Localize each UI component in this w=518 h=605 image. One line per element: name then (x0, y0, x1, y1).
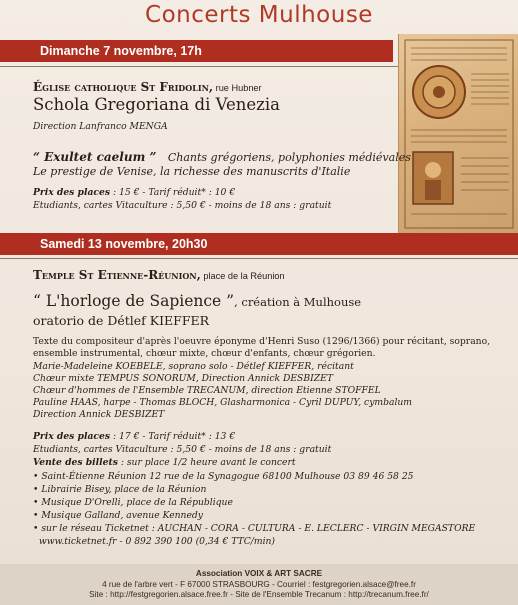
event1-venue: Église catholique St Fridolin, (33, 80, 214, 94)
event2-performer: Pauline HAAS, harpe - Thomas BLOCH, Glasharmonica - Cyril DUPUY, cymbalum (33, 397, 413, 408)
event2-performer: Marie-Madeleine KOEBELE, soprano solo - Détlef KIEFFER, récitant (33, 361, 354, 372)
event2-outlet: www.ticketnet.fr - 0 892 390 100 (0,34 € TTC/min) (33, 536, 276, 547)
event2-date: Samedi 13 novembre, 20h30 (40, 237, 208, 251)
event2-performer: Direction Annick DESBIZET (33, 409, 165, 420)
divider (0, 66, 398, 67)
footer-association: Association VOIX & ART SACRE (195, 569, 323, 578)
page-title: Concerts Mulhouse (145, 2, 373, 28)
manuscript-image (398, 34, 518, 234)
event1-work-line (33, 150, 411, 164)
event2-performer: Chœur mixte TEMPUS SONORUM, Direction Annick DESBIZET (33, 373, 333, 384)
event2-prices-label: Prix des places (33, 431, 111, 442)
event2-outlet: • Musique D'Orelli, place de la République (33, 497, 233, 508)
event1-work-title: “ Exultet caelum ” (33, 150, 157, 164)
event2-outlet: • Saint-Étienne Réunion 12 rue de la Synagogue 68100 Mulhouse 03 89 46 58 25 (33, 471, 414, 482)
event2-outlet: • sur le réseau Ticketnet : AUCHAN - CORA - CULTURA - E. LECLERC - VIRGIN MEGASTORE (33, 523, 476, 534)
event1-subtitle: Le prestige de Venise, la richesse des manuscrits d'Italie (33, 165, 351, 178)
event2-outlet: • Librairie Bisey, place de la Réunion (33, 484, 207, 495)
footer-sites[interactable]: Site : http://festgregorien.alsace.free.fr - Site de l'Ensemble Trecanum : http://trecanum.free.fr/ (89, 590, 429, 599)
event1-venue-address: rue Hubner (213, 83, 262, 93)
divider (0, 258, 518, 259)
event1-prices-label: Prix des places (33, 187, 111, 198)
manuscript-illustration (399, 34, 518, 234)
footer-address: 4 rue de l'arbre vert - F 67000 STRASBOURG - Courriel : festgregorien.alsace@free.fr (102, 579, 416, 589)
event1-date: Dimanche 7 novembre, 17h (40, 44, 202, 58)
event1-venue-line (33, 80, 262, 94)
event2-description-line: ensemble instrumental, chœur mixte, chœur d'enfants, chœur grégorien. (33, 348, 376, 359)
event2-sales-label: Vente des billets (33, 457, 118, 468)
event2-outlet: • Musique Galland, avenue Kennedy (33, 510, 203, 521)
event2-venue-address: place de la Réunion (200, 271, 285, 281)
event1-work-desc: Chants grégoriens, polyphonies médiévales (167, 151, 411, 164)
event1-prices (33, 187, 235, 198)
event1-ensemble: Schola Gregoriana di Venezia (33, 95, 280, 114)
event2-work-line (33, 292, 361, 310)
event2-work-note: , création à Mulhouse (234, 295, 362, 309)
event2-venue-line (33, 268, 285, 282)
event2-prices-values: : 17 € - Tarif réduit* : 13 € (110, 431, 236, 442)
event2-students: Etudiants, cartes Vitaculture : 5,50 € - moins de 18 ans : gratuit (33, 444, 332, 455)
event1-direction: Direction Lanfranco MENGA (33, 121, 168, 132)
event2-prices (33, 431, 235, 442)
event2-sales (33, 457, 296, 468)
event1-prices-values: : 15 € - Tarif réduit* : 10 € (110, 187, 236, 198)
event2-work-title: “ L'horloge de Sapience ” (33, 292, 235, 310)
event1-students: Etudiants, cartes Vitaculture : 5,50 € - moins de 18 ans : gratuit (33, 200, 332, 211)
event2-sales-text: : sur place 1/2 heure avant le concert (117, 457, 296, 468)
event2-description-line: Texte du compositeur d'après l'oeuvre éponyme d'Henri Suso (1296/1366) pour récitant, soprano, (33, 336, 491, 347)
event2-oratorio: oratorio de Détlef KIEFFER (33, 313, 210, 328)
footer (0, 564, 518, 605)
event2-date-band (0, 233, 518, 255)
event2-venue: Temple St Etienne-Réunion, (33, 268, 201, 282)
event2-performer: Chœur d'hommes de l'Ensemble TRECANUM, direction Etienne STOFFEL (33, 385, 381, 396)
event1-date-band (0, 40, 393, 62)
